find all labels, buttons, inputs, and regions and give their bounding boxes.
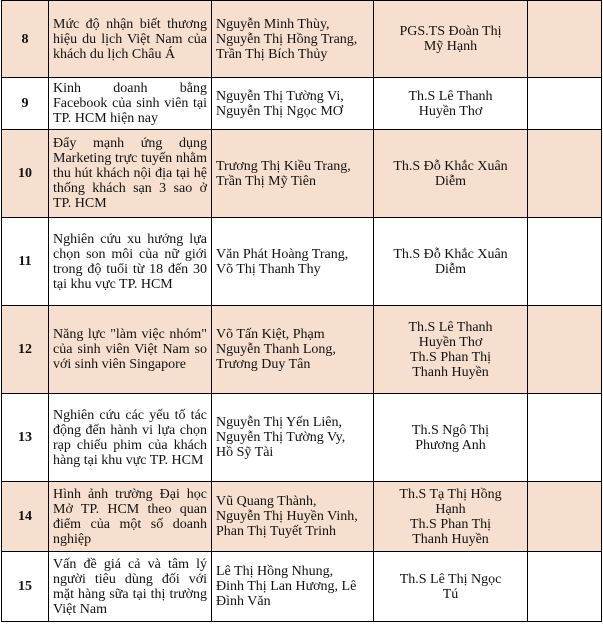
- table-row: [2, 552, 602, 622]
- author-line: Đinh Thị Lan Hương, Lê: [216, 579, 357, 594]
- advisor-cell: [374, 78, 528, 130]
- table-row: [2, 482, 602, 552]
- empty-cell: [528, 218, 602, 306]
- author-line: Vũ Quang Thành,: [216, 494, 317, 509]
- topic-cell: Đẩy mạnh ứng dụng Marketing trực tuyến nhằm thu hút khách nội địa tại hệ thống khách sạn 3 sao ở TP. HCM: [49, 130, 212, 218]
- advisor-line: Th.S Đỗ Khắc Xuân: [393, 158, 508, 174]
- advisor-line: Th.S Lê Thanh: [408, 88, 493, 104]
- author-line: Trương Thị Kiều Trang,: [216, 158, 351, 174]
- author-line: Lê Thị Hồng Nhung,: [216, 564, 334, 579]
- table-row: [2, 130, 602, 218]
- empty-cell: [528, 130, 602, 218]
- author-line: Nguyễn Thị Hồng Trang,: [216, 31, 358, 47]
- author-line: Trương Duy Tân: [216, 357, 311, 372]
- author-line: Nguyễn Thị Tường Vy,: [216, 430, 346, 445]
- row-number: 15: [2, 552, 49, 622]
- author-line: Hồ Sỹ Tài: [216, 445, 274, 460]
- author-line: Phan Thị Tuyết Trinh: [216, 524, 336, 539]
- advisor-cell: [374, 394, 528, 482]
- advisor-line: PGS.TS Đoàn Thị: [399, 24, 502, 39]
- author-line: Võ Thị Thanh Thy: [216, 261, 321, 277]
- topic-cell: Nghiên cứu xu hướng lựa chọn son môi của nữ giới trong độ tuổi từ 18 đến 30 tại khu vực TP. HCM: [49, 218, 212, 306]
- advisor-line: Thanh Huyền: [412, 364, 489, 380]
- table-row: [2, 218, 602, 306]
- empty-cell: [528, 306, 602, 394]
- advisor-line: Hạnh: [435, 501, 466, 517]
- research-topics-table: [1, 0, 602, 622]
- authors-cell: [212, 218, 374, 306]
- table-row: [2, 394, 602, 482]
- topic-cell: Hình ảnh trường Đại học Mở TP. HCM theo quan điểm của một số doanh nghiệp: [49, 482, 212, 552]
- table-row: [2, 306, 602, 394]
- topic-cell: Năng lực "làm việc nhóm" của sinh viên Việt Nam so với sinh viên Singapore: [49, 306, 212, 394]
- advisor-line: Mỹ Hạnh: [423, 39, 478, 54]
- author-line: Trần Thị Bích Thủy: [216, 46, 328, 62]
- empty-cell: [528, 552, 602, 622]
- authors-cell: [212, 306, 374, 394]
- authors-cell: [212, 394, 374, 482]
- author-line: Nguyễn Thị Yến Liên,: [216, 415, 342, 430]
- advisor-cell: [374, 306, 528, 394]
- authors-cell: [212, 1, 374, 78]
- advisor-line: Thanh Huyền: [412, 531, 489, 547]
- author-line: Văn Phát Hoàng Trang,: [216, 246, 349, 262]
- advisor-line: Tú: [442, 586, 459, 602]
- topic-cell: Mức độ nhận biết thương hiệu du lịch Việt Nam của khách du lịch Châu Á: [49, 1, 212, 78]
- advisor-line: Diễm: [434, 173, 467, 189]
- advisor-line: Th.S Phan Thị: [409, 349, 492, 365]
- advisor-cell: [374, 130, 528, 218]
- author-line: Nguyễn Thị Huyền Vinh,: [216, 509, 358, 524]
- row-number: 9: [2, 78, 49, 130]
- advisor-line: Th.S Ngô Thị: [411, 422, 490, 438]
- author-line: Đình Văn: [216, 594, 271, 609]
- advisor-line: Th.S Lê Thị Ngọc: [399, 571, 502, 587]
- table-row: [2, 1, 602, 78]
- advisor-line: Th.S Lê Thanh: [408, 319, 493, 335]
- table-row: [2, 78, 602, 130]
- topic-cell: Vấn đề giá cả và tâm lý người tiêu dùng đối với mặt hàng sữa tại thị trường Việt Nam: [49, 552, 212, 622]
- advisor-cell: [374, 552, 528, 622]
- topic-cell: Kinh doanh bằng Facebook của sinh viên tại TP. HCM hiện nay: [49, 78, 212, 130]
- author-line: Trần Thị Mỹ Tiên: [216, 173, 316, 189]
- table-body: [2, 1, 602, 622]
- advisor-cell: [374, 482, 528, 552]
- empty-cell: [528, 1, 602, 78]
- row-number: 13: [2, 394, 49, 482]
- authors-cell: [212, 552, 374, 622]
- author-line: Nguyễn Thị Tường Vi,: [216, 88, 344, 104]
- advisor-cell: [374, 218, 528, 306]
- authors-cell: [212, 482, 374, 552]
- advisor-line: Phương Anh: [415, 437, 486, 453]
- empty-cell: [528, 482, 602, 552]
- row-number: 11: [2, 218, 49, 306]
- advisor-line: Huyền Thơ: [418, 334, 483, 350]
- author-line: Nguyễn Thị Ngọc MƠ: [216, 103, 343, 119]
- advisor-line: Th.S Đỗ Khắc Xuân: [393, 246, 508, 262]
- empty-cell: [528, 78, 602, 130]
- row-number: 8: [2, 1, 49, 78]
- advisor-line: Th.S Tạ Thị Hồng: [399, 486, 502, 502]
- row-number: 12: [2, 306, 49, 394]
- row-number: 14: [2, 482, 49, 552]
- author-line: Nguyễn Minh Thùy,: [216, 16, 330, 32]
- authors-cell: [212, 78, 374, 130]
- author-line: Võ Tấn Kiệt, Phạm: [216, 327, 325, 342]
- author-line: Nguyễn Thanh Long,: [216, 342, 336, 357]
- authors-cell: [212, 130, 374, 218]
- advisor-line: Th.S Phan Thị: [409, 516, 492, 532]
- topic-cell: Nghiên cứu các yếu tố tác động đến hành vi lựa chọn rạp chiếu phim của khách hàng tại khu vực TP. HCM: [49, 394, 212, 482]
- empty-cell: [528, 394, 602, 482]
- advisor-cell: [374, 1, 528, 78]
- advisor-line: Diễm: [434, 261, 467, 277]
- advisor-line: Huyền Thơ: [418, 103, 483, 119]
- row-number: 10: [2, 130, 49, 218]
